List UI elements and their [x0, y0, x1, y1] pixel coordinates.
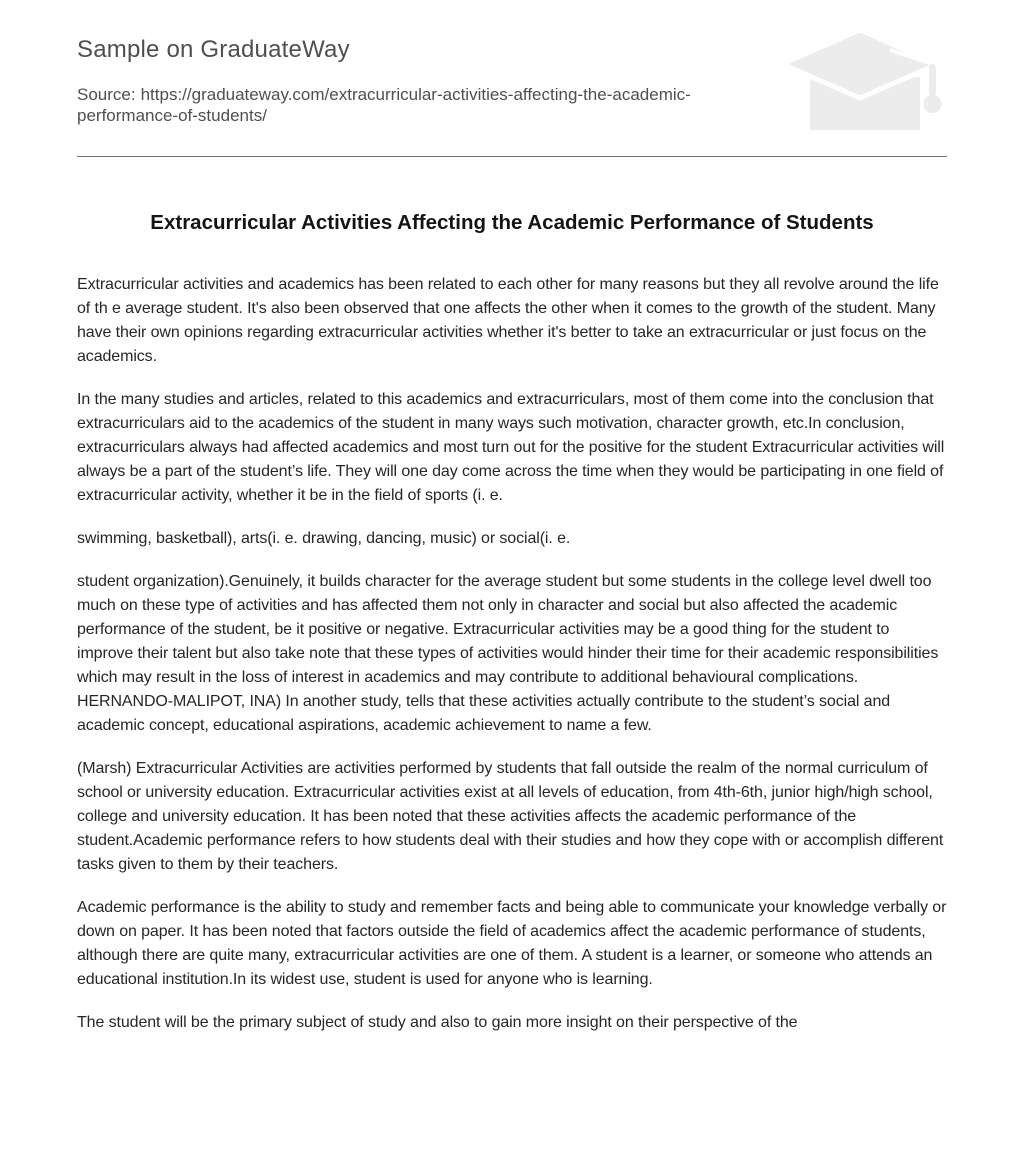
essay-paragraph-7: The student will be the primary subject of study and also to gain more insight on their perspective of the	[77, 1014, 798, 1031]
graduation-cap-icon	[782, 28, 952, 140]
source-label: Source:	[77, 85, 136, 104]
essay-paragraph-2: In the many studies and articles, related to this academics and extracurriculars, most of them come into the conclusion that extracurriculars aid to the academics of the student in many ways such motivation, character growth, etc.In conclusion, extracurriculars always had affected academics and most turn out for the positive for the student Extracurricular activities will always be a part of the student’s life. They will one day come across the time when they would be participating in one field of extracurricular activity, whether it be in the field of sports (i. e.	[77, 391, 945, 504]
essay-title: Extracurricular Activities Affecting the Academic Performance of Students	[150, 211, 874, 234]
essay-paragraph-1: Extracurricular activities and academics has been related to each other for many reasons but they all revolve around the life of th e average student. It's also been observed that one affects the other when it comes to the growth of the student. Many have their own opinions regarding extracurricular activities whether it's better to take an extracurricular or just focus on the academics.	[77, 276, 939, 365]
essay-paragraph-5: (Marsh) Extracurricular Activities are activities performed by students that fall outside the realm of the normal curriculum of school or university education. Extracurricular activities exist at all levels of education, from 4th-6th, junior high/high school, college and university education. It has been noted that these activities affects the academic performance of the student.Academic performance refers to how students deal with their studies and how they cope with or accomplish different tasks given to them by their teachers.	[77, 760, 944, 873]
source-line	[77, 84, 777, 126]
divider	[77, 156, 947, 157]
essay-paragraph-3: swimming, basketball), arts(i. e. drawing, dancing, music) or social(i. e.	[77, 530, 571, 547]
essay-body	[77, 273, 947, 1035]
source-url-link[interactable]: https://graduateway.com/extracurricular-activities-affecting-the-academic-performance-of-students/	[77, 85, 691, 125]
essay-paragraph-4: student organization).Genuinely, it builds character for the average student but some students in the college level dwell too much on these type of activities and has affected them not only in character and social but also affected the academic performance of the student, be it positive or negative. Extracurricular activities may be a good thing for the student to improve their talent but also take note that these types of activities would hinder their time for their academic responsibilities which may result in the loss of interest in academics and may contribute to additional behavioural complications. HERNANDO-MALIPOT, INA) In another study, tells that these activities actually contribute to the student’s social and academic concept, educational aspirations, academic achievement to name a few.	[77, 573, 939, 734]
sample-heading: Sample on GraduateWay	[77, 36, 350, 63]
essay-paragraph-6: Academic performance is the ability to study and remember facts and being able to communicate your knowledge verbally or down on paper. It has been noted that factors outside the field of academics affect the academic performance of students, although there are quite many, extracurricular activities are one of them. A student is a learner, or someone who attends an educational institution.In its widest use, student is used for anyone who is learning.	[77, 899, 947, 988]
